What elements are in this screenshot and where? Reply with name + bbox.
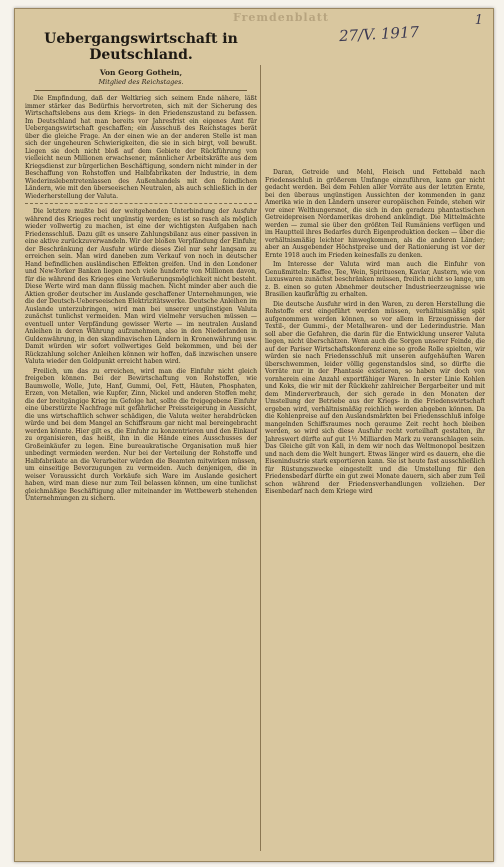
paragraph-4: Daran, Getreide und Mehl, Fleisch und Fettebald nach Friedensschluß in größerem Umfange einzuführen, kann gar nicht gedacht werden. Bei dem Fehlen aller Vorräte aus der letzten Ernte, bei den überaus ungünstigen Aussichten der kommenden in ganz Amerika wie in den Ländern unserer europäischen Feinde, stehen wir vor einer Welthungersnot, die sich in den geradezu phantastischen Getreidepreisen Nordamerikas drohend ankündigt. Die Mittelmächte werden — zumal sie über den größten Teil Rumäniens verfügen und im Hauptteil ihres Bedarfes durch Eigenproduktion decken — über die verhältnismäßig leichter hinwegkommen, als die anderen Länder; aber an Ausgebender Höchstpreise und der Rationierung ist vor der Ernte 1918 auch im Frieden keinesfalls zu denken. bbox=[265, 169, 485, 259]
stamp-watermark: Fremdenblatt bbox=[233, 11, 329, 24]
right-column bbox=[265, 169, 485, 853]
paragraph-2: Die letztere mußte bei der weitgehenden Unterbindung der Ausfuhr während des Krieges recht ungünstig werden; es ist so rasch als möglich wieder vollwertig zu machen, ist eine der wichtigsten Aufgaben nach Friedensschluß. Dazu gilt es unsere Zahlungsbilanz aus einer passiven in eine aktive zurückzuverwandeln. Wir der bloßen Verpfändung der Einfuhr, der Beschränkung der Ausfuhr würde dieses Ziel nur sehr langsam zu erreichen sein. Man wird daneben zum Verkauf von noch in deutscher Hand befindlichen ausländischen Effekten greifen. Und in den Londoner und New-Yorker Banken liegen noch viele hunderte von Millionen davon, für die während des Krieges eine Veräußerungsmöglichkeit nicht besteht. Diese Werte wird man dann flüssig machen. Nicht minder aber auch die Aktien großer deutscher im Auslande geschaffener Unternehmungen, wie die der Deutsch-Ueberseeischen Elektrizitätswerke. Deutsche Anleihen im Auslande unterzubringen, wird man bei unserer ungünstigen Valuta zunächst tunlichst vermeiden. Man wird vielmehr versuchen müssen — eventuell unter Verpfändung gewisser Werte — im neutralen Ausland Anleihen in deren Währung aufzunehmen, also in den Niederlanden in Guldenwährung, in den skandinavischen Ländern in Kronenwährung usw. Damit würden wir sofort vollwertiges Geld bekommen, und bei der Rückzahlung solcher Anleihen können wir hoffen, daß inzwischen unsere Valuta wieder den Goldpunkt erreicht haben wird. bbox=[25, 208, 257, 365]
headline-rule bbox=[35, 90, 247, 91]
article-byline: Von Georg Gothein, bbox=[99, 68, 183, 77]
paragraph-1: Die Empfindung, daß der Weltkrieg sich seinem Ende nähere, läßt immer stärker das Bedürfnis hervortreten, sich mit der Sicherung des Wirtschaftslebens aus dem Kriegs- in den Friedenszustand zu befassen. Im Deutschland hat man bereits vor Jahresfrist ein eigenes Amt für Uebergangswirtschaft geschaffen; ein Ausschuß des Reichstages berät über die gleiche Frage. An der einen wie an der anderen Stelle ist man sich der ungeheuren Schwierigkeiten, die sie in sich birgt, voll bewußt. Liegen sie doch nicht bloß auf dem Gebiete der Rückführung von vielleicht neun Millionen erwachsener, männlicher Arbeitskräfte aus dem Kriegsdienst zur bürgerlichen Beschäftigung, sondern nicht minder in der Beschaffung von Rohstoffen und Halbfabrikaten der Industrie, in dem Wiederinslebentretenlassen des Außenhandels mit den feindlichen Ländern, wie mit den überseeischen Neutralen, als auch schließlich in der Wiederherstellung der Valuta. bbox=[25, 95, 257, 200]
column-divider bbox=[260, 65, 261, 851]
handwritten-date: 27/V. 1917 bbox=[338, 22, 420, 46]
handwritten-page-number: 1 bbox=[474, 13, 483, 28]
paragraph-6: Die deutsche Ausfuhr wird in den Waren, zu deren Herstellung die Rohstoffe erst eingeführt werden müssen, verhältnismäßig spät aufgenommen werden können, so vor allem in Erzeugnissen der Textil-, der Gummi-, der Metallwaren- und der Lederindustrie. Man soll aber die Gefahren, die darin für die Entwicklung unserer Valuta liegen, nicht überschätzen. Wenn auch die Sorgen unserer Feinde, die auf der Pariser Wirtschaftskonferenz eine so große Rolle spielten, wir würden sie nach Friedensschluß mit unseren aufgehäuften Waren überschwemmen, leider völlig gegenstandslos sind, so dürfte die Vorräte nur in der Phantasie existieren, so haben wir doch von vornherein eine Anzahl exportfähiger Waren. In erster Linie Kohlen und Koks, die wir mit der Rückkehr zahlreicher Bergarbeiter und mit dem Minderverbrauch, der sich gerade in den Monaten der Umstellung der Betriebe aus der Kriegs- in die Friedenswirtschaft ergeben wird, verhältnismäßig reichlich werden abgeben können. Da die Kohlenpreise auf den Auslandsmärkten bei Friedensschluß infolge mangelnden Schiffsraumes noch geraume Zeit recht hoch bleiben werden, so wird sich diese Ausfuhr recht vorteilhaft gestalten, ihr Jahreswert dürfte auf gut 1½ Milliarden Mark zu veranschlagen sein. Das Gleiche gilt von Kali, in dem wir noch das Weltmonopol besitzen und nach dem die Welt hungert. Etwas länger wird es dauern, ehe die Eisenindustrie stark exportieren kann. Sie ist heute fast ausschließlich für Rüstungszwecke eingestellt und die Umstellung für den Friedensbedarf dürfte ein gut zwei Monate dauern, sich aber zum Teil schon während der Friedensverhandlungen vollziehen. Der Eisenbedarf nach dem Kriege wird bbox=[265, 300, 485, 495]
article-headline: Uebergangswirtschaft in Deutschland. bbox=[44, 31, 238, 63]
newspaper-clipping bbox=[14, 8, 494, 862]
author-affiliation: Mitglied des Reichstages. bbox=[98, 78, 184, 86]
paragraph-3: Freilich, um das zu erreichen, wird man die Einfuhr nicht gleich freigeben können. Bei der Bewirtschaftung von Rohstoffen, wie Baumwolle, Wolle, Jute, Hanf, Gummi, Oel, Fett, Häuten, Phosphaten, Erzen, von Metallen, wie Kupfer, Zinn, Nickel und anderen Stoffen mehr, die der breitgängige Krieg im Gefolge hat, sollte die freigegebene Einfuhr eine überstürzte Nachfrage mit gefährlicher Preissteigerung in Aussicht, die uns wirtschaftlich schwer schädigen, die Valuta weiter herabdrücken würde und bei dem Mangel an Schiffsraum gar nicht mal bereingebracht werden könnte. Hier gilt es, die Einfuhr zu konzentrieren und den Einkauf zu organisieren, das heißt, ihn in die Hände eines Ausschusses der Großeinkäufer zu legen. Eine bureaukratische Organisation muß hier unbedingt vermieden werden. Nur bei der Verteilung der Rohstoffe und Halbfabrikate an die Verarbeiter würden die Beamten mitwirken müssen, um einseitige Bevorzugungen zu vermeiden. Auch denjenigen, die in weiser Voraussicht durch Vorkäufe sich Ware im Auslande gesichert haben, wird man diese nur zum Teil belassen können, um eine tunlichst gleichmäßige Beschäftigung aller miteinander im Wettbewerb stehenden Unternehmungen zu sichern. bbox=[25, 367, 257, 502]
fold-line bbox=[25, 203, 257, 204]
paragraph-5: Im Interesse der Valuta wird man auch die Einfuhr von Genußmitteln: Kaffee, Tee, Wein, Spirituosen, Kaviar, Austern, wie von Luxuswaren zunächst beschränken müssen, freilich nicht so lange, um z. B. einen so guten Abnehmer deutscher Industrieerzeugnisse wie Brasilien kaufkräftig zu erhalten. bbox=[265, 261, 485, 298]
left-column bbox=[25, 31, 257, 853]
